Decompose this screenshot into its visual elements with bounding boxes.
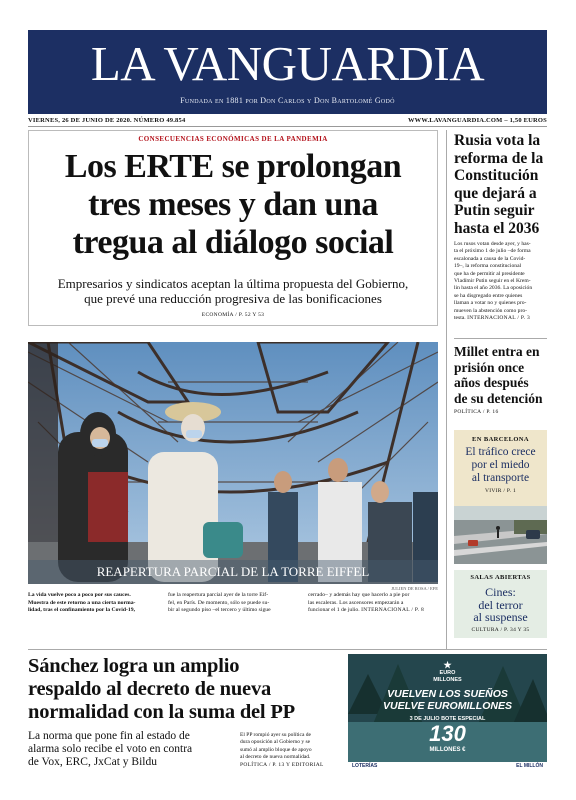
sanchez-story xyxy=(28,655,340,724)
sanchez-headline-line: normalidad con la suma del PP xyxy=(28,701,295,723)
barcelona-credit: VIVIR / P. 1 xyxy=(484,488,517,494)
logo-star-icon: ★ xyxy=(443,660,452,670)
russia-rule xyxy=(454,338,547,339)
caption-line: cerrado– y además hay que hacerlo a pie por xyxy=(308,592,410,598)
salas-headline xyxy=(454,586,547,624)
el-millon-logo: EL MILLÓN xyxy=(516,763,543,769)
caption-line-end: funcionar el 1 de julio. xyxy=(308,607,360,614)
sanchez-deck-line: La norma que pone fin al estado de xyxy=(28,730,190,742)
lead-headline-line: tres meses y dan una xyxy=(88,186,378,223)
caption-line: La vida vuelve poco a poco por sus cauces. xyxy=(28,592,131,598)
caption-line: Muestra de este retorno a una cierta norma- xyxy=(28,599,136,606)
russia-body-line: que ha de permitir al presidente xyxy=(454,270,525,277)
sanchez-headline xyxy=(28,655,340,724)
barcelona-teaser[interactable] xyxy=(454,430,547,506)
millet-credit: POLÍTICA / P. 16 xyxy=(454,409,499,415)
sanchez-deck-line: alarma solo recibe el voto en contra xyxy=(28,743,193,755)
website-price: WWW.LAVANGUARDIA.COM – 1,50 EUROS xyxy=(407,117,547,124)
sanchez-deck-line: de Vox, ERC, JxCat y Bildu xyxy=(28,756,157,768)
advert-date-tag: 3 DE JULIO BOTE ESPECIAL xyxy=(409,716,486,722)
russia-body-line: 19–, la reforma constitucional xyxy=(454,263,522,270)
sanchez-headline-line: respaldo al decreto de nueva xyxy=(28,678,272,700)
russia-headline-line: que dejará a xyxy=(454,184,537,202)
founding-line: Fundada en 1881 por Don Carlos y Don Bartolomé Godó xyxy=(180,96,395,105)
sanchez-body-line: El PP rompió ayer su política de xyxy=(240,732,311,738)
masthead xyxy=(28,30,547,114)
russia-headline-line: hasta el 2036 xyxy=(454,219,540,237)
caption-column-1 xyxy=(28,592,162,615)
photo-caption-banner: REAPERTURA PARCIAL DE LA TORRE EIFFEL xyxy=(28,560,438,584)
advert-headline-line: VUELVEN LOS SUEÑOS xyxy=(387,688,508,700)
date-line: VIERNES, 26 DE JUNIO DE 2020. NÚMERO 49.854 xyxy=(28,117,186,124)
russia-body-line: Vladímir Putin seguir en el Krem- xyxy=(454,278,531,285)
caption-column-2 xyxy=(168,592,302,615)
sanchez-body-line: sumó al amplio bloque de apoyo xyxy=(240,746,312,753)
caption-column-3 xyxy=(308,592,440,615)
lead-headline-line: Los ERTE se prolongan xyxy=(64,148,402,185)
russia-body xyxy=(454,241,547,322)
salas-headline-line: al suspense xyxy=(473,610,528,624)
sanchez-body xyxy=(240,732,340,769)
advert-headline xyxy=(348,688,547,712)
barcelona-headline xyxy=(454,446,547,485)
barcelona-headline-line: El tráfico crece xyxy=(465,446,536,458)
russia-body-line: llaman a votar no y quienes pro- xyxy=(454,300,527,307)
masthead-rule xyxy=(28,126,547,127)
logo-line: MILLONES xyxy=(433,676,462,683)
russia-body-line: ta el próximo 1 de julio –de forma xyxy=(454,248,531,255)
millet-headline xyxy=(454,344,547,406)
russia-credit-line xyxy=(454,315,547,322)
advert-footer xyxy=(348,762,547,772)
caption-line: lidad, tras el confinamiento por la Covid-19, xyxy=(28,607,136,614)
barcelona-street-photo xyxy=(454,506,547,564)
lead-headline xyxy=(29,148,437,262)
millet-story xyxy=(454,344,547,415)
russia-body-line: mueven la abstención como pro- xyxy=(454,307,528,314)
sanchez-body-line: al decreto de nueva normalidad. xyxy=(240,754,311,761)
advert-amount-unit: MILLONES € xyxy=(429,747,466,753)
sanchez-body-line: dura oposición al Gobierno y se xyxy=(240,739,311,746)
lead-deck-line: Empresarios y sindicatos aceptan la última propuesta del Gobierno, xyxy=(57,276,409,291)
salas-teaser[interactable] xyxy=(454,570,547,638)
salas-credit: CULTURA / P. 34 Y 35 xyxy=(471,626,530,633)
barcelona-headline-line: al transporte xyxy=(471,472,530,484)
millet-headline-line: Millet entra en xyxy=(454,344,540,359)
caption-line: bir al segundo piso –el tercero y último sigue xyxy=(168,607,271,614)
caption-line: las escaleras. Los ascensores empezarán a xyxy=(308,599,404,606)
russia-headline-line: Rusia vota la xyxy=(454,132,541,149)
lead-headline-line: tregua al diálogo social xyxy=(72,224,394,261)
russia-headline-line: Constitución xyxy=(454,167,539,184)
millet-headline-line: prisión once xyxy=(454,359,525,375)
euromillones-logo xyxy=(348,660,547,683)
lead-deck xyxy=(29,276,437,306)
caption-line: fel, en París. De momento, sólo se puede su- xyxy=(168,599,270,606)
loterias-logo: LOTERÍAS xyxy=(352,763,378,769)
russia-body-line: escalonada a causa de la Covid- xyxy=(454,255,526,262)
photo-credit: JULIEN DE ROSA / EFE xyxy=(391,586,438,591)
logo-line: EURO xyxy=(439,670,456,676)
eiffel-tower-photo xyxy=(28,342,438,584)
sanchez-headline-line: Sánchez logra un amplio xyxy=(28,655,240,677)
caption-line-with-credit xyxy=(308,607,440,615)
russia-body-line: se ha disgregado entre quienes xyxy=(454,292,523,299)
lead-story xyxy=(28,130,438,326)
russia-body-end: testa. xyxy=(454,315,466,322)
barcelona-headline-line: por el miedo xyxy=(471,459,530,471)
column-rule xyxy=(446,130,447,650)
lead-deck-line: que prevé una reducción progresiva de las bonificaciones xyxy=(84,291,382,306)
russia-headline-line: reforma de la xyxy=(454,149,544,167)
salas-headline-line: del terror xyxy=(478,597,523,612)
russia-headline-line: Putin seguir xyxy=(454,202,535,219)
advert-jackpot-amount: 130 xyxy=(429,721,466,746)
russia-credit: INTERNACIONAL / P. 3 xyxy=(467,315,530,322)
newspaper-title: LA VANGUARDIA xyxy=(90,36,485,91)
salas-label: SALAS ABIERTAS xyxy=(470,574,531,581)
advert-headline-line: VUELVE EUROMILLONES xyxy=(383,700,512,712)
euromillones-advert[interactable] xyxy=(348,654,547,772)
sanchez-deck xyxy=(28,730,228,769)
millet-headline-line: de su detención xyxy=(454,390,543,406)
caption-line: fue la reapertura parcial ayer de la torre Eif- xyxy=(168,592,269,598)
lead-credit: ECONOMÍA / P. 52 Y 53 xyxy=(201,312,265,318)
salas-headline-line: Cines: xyxy=(485,585,516,599)
russia-headline xyxy=(454,132,547,237)
russia-body-line: Los rusos votan desde ayer, y has- xyxy=(454,241,531,247)
bottom-section-rule xyxy=(28,649,547,650)
millet-headline-line: años después xyxy=(454,375,529,390)
barcelona-label: EN BARCELONA xyxy=(472,436,529,443)
sanchez-credit: POLÍTICA / P. 13 Y EDITORIAL xyxy=(240,761,324,768)
russia-body-line: lin hasta el año 2036. La oposición xyxy=(454,285,533,292)
russia-story xyxy=(454,132,547,322)
caption-credit: INTERNACIONAL / P. 8 xyxy=(361,607,425,614)
lead-kicker: CONSECUENCIAS ECONÓMICAS DE LA PANDEMIA xyxy=(138,135,328,143)
